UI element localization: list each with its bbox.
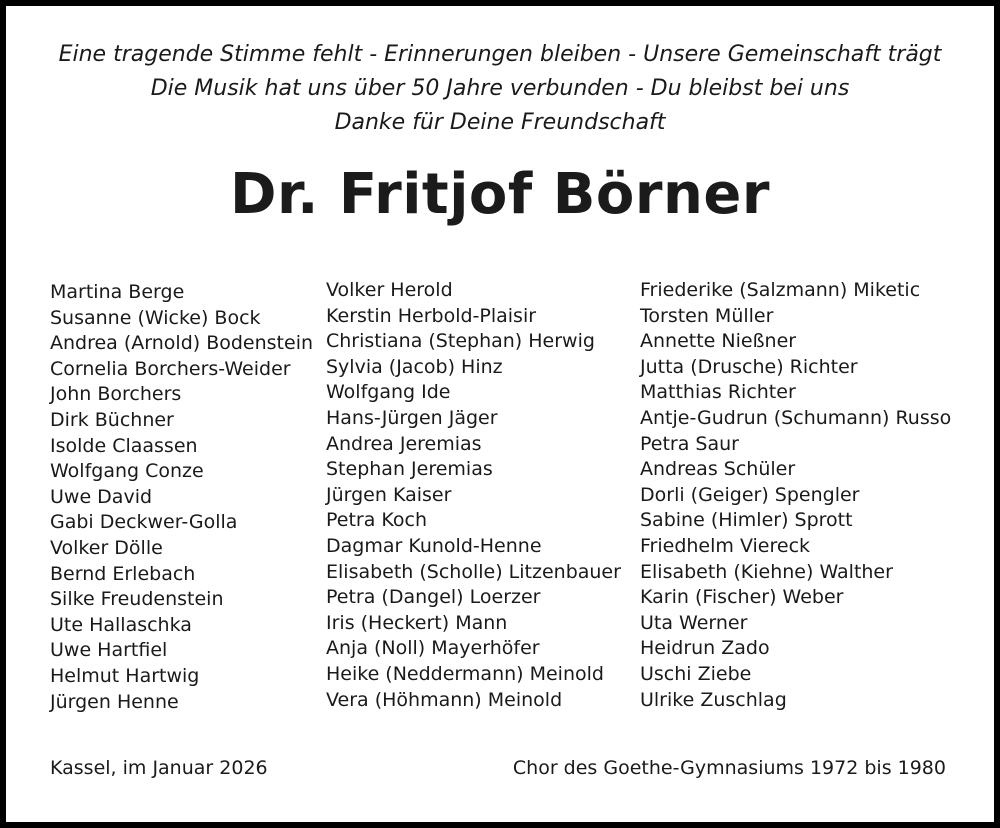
mourner-name: Jürgen Henne xyxy=(50,690,179,713)
mourner-name: Isolde Claassen xyxy=(50,434,198,457)
mourner-name: Elisabeth (Kiehne) Walther xyxy=(640,560,893,583)
mourner-name: Hans-Jürgen Jäger xyxy=(326,406,498,429)
mourner-name: Andrea Jeremias xyxy=(326,432,482,455)
mourner-name: Petra Koch xyxy=(326,509,428,532)
mourner-name: Andreas Schüler xyxy=(640,458,796,481)
mourner-name: Heidrun Zado xyxy=(640,637,770,660)
group-signature: Chor des Goethe-Gymnasiums 1972 bis 1980 xyxy=(512,757,946,779)
mourner-name: Petra (Dangel) Loerzer xyxy=(326,586,541,609)
mourner-name: Wolfgang Ide xyxy=(326,381,451,404)
place-date: Kassel, im Januar 2026 xyxy=(50,757,268,779)
mourner-name: Heike (Neddermann) Meinold xyxy=(326,662,604,685)
mourner-name: Sylvia (Jacob) Hinz xyxy=(326,355,503,378)
mourner-name: Volker Herold xyxy=(326,279,453,301)
mourner-name: Petra Saur xyxy=(640,432,739,455)
mourner-name: Stephan Jeremias xyxy=(326,458,493,481)
mourner-name: Helmut Hartwig xyxy=(50,664,200,687)
mourner-name: Torsten Müller xyxy=(640,304,774,327)
mourner-name: Anja (Noll) Mayerhöfer xyxy=(326,637,540,660)
mourner-name: Dirk Büchner xyxy=(50,408,174,431)
mourner-name: Matthias Richter xyxy=(640,381,796,404)
mourner-name: Dagmar Kunold-Henne xyxy=(326,534,542,557)
motto-line: Die Musik hat uns über 50 Jahre verbunden - Du bleibst bei uns xyxy=(150,76,850,101)
mourner-name: Wolfgang Conze xyxy=(50,460,204,483)
names-column-2 xyxy=(326,278,621,713)
mourner-name: Volker Dölle xyxy=(50,536,163,559)
mourner-name: Annette Nießner xyxy=(640,330,797,353)
mourner-name: Friederike (Salzmann) Miketic xyxy=(640,279,921,301)
mourner-name: Martina Berge xyxy=(50,281,185,303)
mourner-name: Bernd Erlebach xyxy=(50,562,196,585)
mourner-name: Sabine (Himler) Sprott xyxy=(640,509,853,532)
mourner-name: Vera (Höhmann) Meinold xyxy=(326,688,563,711)
mourner-name: Uwe Hartfiel xyxy=(50,639,168,662)
mourner-name: Uwe David xyxy=(50,485,153,508)
mourner-name: Kerstin Herbold-Plaisir xyxy=(326,304,537,327)
mourner-name: Silke Freudenstein xyxy=(50,588,224,611)
mourner-name: Andrea (Arnold) Bodenstein xyxy=(50,332,314,355)
mourner-name: Susanne (Wicke) Bock xyxy=(50,306,261,329)
mourner-name: Cornelia Borchers-Weider xyxy=(50,357,291,380)
deceased-name: Dr. Fritjof Börner xyxy=(230,162,770,227)
mourner-name: Elisabeth (Scholle) Litzenbauer xyxy=(326,560,621,583)
mourner-name: Dorli (Geiger) Spengler xyxy=(640,483,860,506)
mourner-name: Christiana (Stephan) Herwig xyxy=(326,330,595,353)
mourner-name: Jutta (Drusche) Richter xyxy=(640,355,858,378)
mourner-name: Karin (Fischer) Weber xyxy=(640,586,844,609)
mourner-name: Ute Hallaschka xyxy=(50,613,192,636)
mourner-name: Gabi Deckwer-Golla xyxy=(50,511,238,534)
motto xyxy=(0,38,1000,140)
motto-line: Danke für Deine Freundschaft xyxy=(334,110,666,135)
mourner-name: John Borchers xyxy=(50,383,182,406)
mourner-name: Iris (Heckert) Mann xyxy=(326,611,508,634)
mourner-name: Uschi Ziebe xyxy=(640,662,752,685)
mourner-name: Uta Werner xyxy=(640,611,748,634)
mourner-name: Ulrike Zuschlag xyxy=(640,688,787,711)
mourner-name: Friedhelm Viereck xyxy=(640,534,811,557)
mourner-name: Jürgen Kaiser xyxy=(326,483,452,506)
names-column-1 xyxy=(50,280,313,715)
names-column-3 xyxy=(640,278,951,713)
motto-line: Eine tragende Stimme fehlt - Erinnerungen bleiben - Unsere Gemeinschaft trägt xyxy=(58,42,942,67)
mourner-name: Antje-Gudrun (Schumann) Russo xyxy=(640,406,952,429)
